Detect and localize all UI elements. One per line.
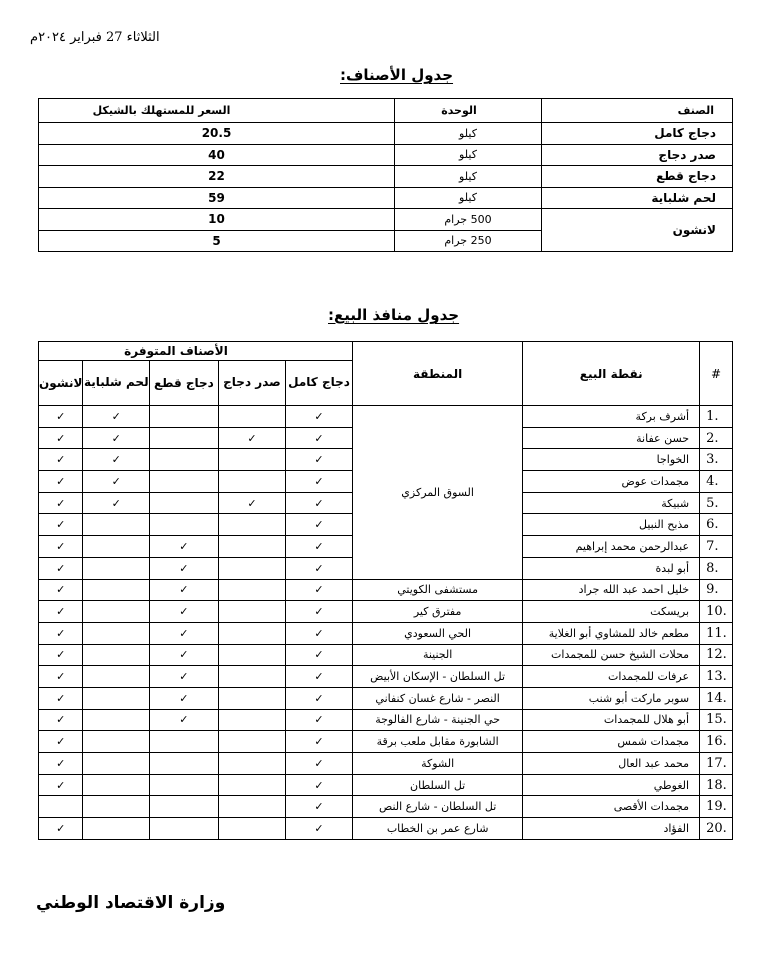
outlet-number: .17 xyxy=(700,753,733,775)
check-icon: ✓ xyxy=(39,579,83,601)
check-icon: ✓ xyxy=(39,406,83,428)
outlet-row xyxy=(39,622,733,644)
check-icon: ✓ xyxy=(218,427,286,449)
availability-meat xyxy=(83,796,150,818)
check-icon: ✓ xyxy=(286,449,353,471)
check-icon: ✓ xyxy=(39,622,83,644)
check-icon: ✓ xyxy=(286,557,353,579)
availability-meat xyxy=(83,644,150,666)
availability-pieces xyxy=(150,492,219,514)
outlet-number: .19 xyxy=(700,796,733,818)
categories-title: جدول الأصناف: xyxy=(340,66,454,84)
check-icon: ✓ xyxy=(39,601,83,623)
outlet-row xyxy=(39,796,733,818)
category-item: لحم شلباية xyxy=(542,187,733,209)
outlet-region: مستشفى الكويتي xyxy=(352,579,523,601)
outlet-region: السوق المركزي xyxy=(352,406,523,580)
outlet-point: مذبح النبيل xyxy=(523,514,700,536)
check-icon: ✓ xyxy=(286,753,353,775)
check-icon: ✓ xyxy=(150,709,219,731)
outlet-point: عبدالرحمن محمد إبراهيم xyxy=(523,536,700,558)
availability-meat xyxy=(83,709,150,731)
outlet-number: .5 xyxy=(700,492,733,514)
category-price: 59 xyxy=(39,187,395,209)
check-icon: ✓ xyxy=(39,709,83,731)
outlet-region: مفترق كير xyxy=(352,601,523,623)
outlet-point: سوبر ماركت أبو شنب xyxy=(523,687,700,709)
check-icon: ✓ xyxy=(286,536,353,558)
outlet-row xyxy=(39,709,733,731)
outlets-header-row-1 xyxy=(39,342,733,361)
outlet-point: شبيكة xyxy=(523,492,700,514)
availability-breast xyxy=(218,471,286,493)
outlet-point: حسن عفانة xyxy=(523,427,700,449)
outlet-number: .4 xyxy=(700,471,733,493)
availability-breast xyxy=(218,666,286,688)
availability-pieces xyxy=(150,731,219,753)
outlet-number: .14 xyxy=(700,687,733,709)
outlet-point: أشرف بركة xyxy=(523,406,700,428)
outlet-row xyxy=(39,601,733,623)
outlet-number: .12 xyxy=(700,644,733,666)
availability-breast xyxy=(218,818,286,840)
availability-breast xyxy=(218,796,286,818)
check-icon: ✓ xyxy=(150,579,219,601)
check-icon: ✓ xyxy=(286,774,353,796)
categories-table xyxy=(38,98,733,252)
category-unit: كيلو xyxy=(395,166,542,188)
check-icon: ✓ xyxy=(83,449,150,471)
outlet-point: مجمدات الأقصى xyxy=(523,796,700,818)
outlet-point: أبو هلال للمجمدات xyxy=(523,709,700,731)
outlet-point: مطعم خالد للمشاوي أبو الغلاية xyxy=(523,622,700,644)
outlet-point: عرفات للمجمدات xyxy=(523,666,700,688)
outlet-number: .18 xyxy=(700,774,733,796)
check-icon: ✓ xyxy=(83,492,150,514)
availability-pieces xyxy=(150,427,219,449)
availability-breast xyxy=(218,536,286,558)
availability-meat xyxy=(83,731,150,753)
outlet-row xyxy=(39,666,733,688)
outlet-number: .16 xyxy=(700,731,733,753)
outlet-point: بريسكت xyxy=(523,601,700,623)
check-icon: ✓ xyxy=(286,492,353,514)
availability-meat xyxy=(83,514,150,536)
header-meat: لحم شلباية xyxy=(83,361,150,406)
check-icon: ✓ xyxy=(286,579,353,601)
category-unit: كيلو xyxy=(395,187,542,209)
check-icon: ✓ xyxy=(39,666,83,688)
check-icon: ✓ xyxy=(39,536,83,558)
ministry-footer: وزارة الاقتصاد الوطني xyxy=(36,893,226,913)
outlet-row xyxy=(39,753,733,775)
availability-pieces xyxy=(150,449,219,471)
check-icon: ✓ xyxy=(286,406,353,428)
header-unit: الوحدة xyxy=(395,99,542,123)
availability-pieces xyxy=(150,753,219,775)
availability-meat xyxy=(83,601,150,623)
outlet-region: تل السلطان xyxy=(352,774,523,796)
availability-pieces xyxy=(150,514,219,536)
outlet-row xyxy=(39,687,733,709)
outlet-point: الغوطي xyxy=(523,774,700,796)
category-row xyxy=(39,144,733,166)
availability-meat xyxy=(83,774,150,796)
availability-pieces xyxy=(150,471,219,493)
availability-lanchon xyxy=(39,796,83,818)
check-icon: ✓ xyxy=(39,818,83,840)
category-price: 20.5 xyxy=(39,123,395,145)
check-icon: ✓ xyxy=(286,427,353,449)
category-price: 40 xyxy=(39,144,395,166)
outlet-point: مجمدات عوض xyxy=(523,471,700,493)
availability-breast xyxy=(218,687,286,709)
availability-breast xyxy=(218,731,286,753)
outlet-region: الشابورة مقابل ملعب برقة xyxy=(352,731,523,753)
check-icon: ✓ xyxy=(39,753,83,775)
outlet-point: الفؤاد xyxy=(523,818,700,840)
check-icon: ✓ xyxy=(39,427,83,449)
outlet-region: تل السلطان - شارع النص xyxy=(352,796,523,818)
check-icon: ✓ xyxy=(83,406,150,428)
category-unit: كيلو xyxy=(395,123,542,145)
check-icon: ✓ xyxy=(286,471,353,493)
availability-meat xyxy=(83,666,150,688)
availability-breast xyxy=(218,449,286,471)
outlet-number: .6 xyxy=(700,514,733,536)
availability-breast xyxy=(218,557,286,579)
availability-meat xyxy=(83,622,150,644)
category-item: لانشون xyxy=(542,209,733,252)
header-region: المنطقة xyxy=(352,342,523,406)
check-icon: ✓ xyxy=(286,687,353,709)
outlet-number: .8 xyxy=(700,557,733,579)
category-unit: 250 جرام xyxy=(395,230,542,252)
outlet-region: شارع عمر بن الخطاب xyxy=(352,818,523,840)
header-price-label: السعر للمستهلك بالشيكل xyxy=(92,104,231,117)
check-icon: ✓ xyxy=(150,557,219,579)
header-price xyxy=(39,99,395,123)
outlet-row xyxy=(39,406,733,428)
check-icon: ✓ xyxy=(286,818,353,840)
category-item: دجاج قطع xyxy=(542,166,733,188)
availability-breast xyxy=(218,601,286,623)
check-icon: ✓ xyxy=(83,427,150,449)
header-item: الصنف xyxy=(542,99,733,123)
check-icon: ✓ xyxy=(286,601,353,623)
category-price: 22 xyxy=(39,166,395,188)
availability-breast xyxy=(218,406,286,428)
check-icon: ✓ xyxy=(286,709,353,731)
header-pieces: دجاج قطع xyxy=(150,361,219,406)
check-icon: ✓ xyxy=(39,557,83,579)
availability-breast xyxy=(218,622,286,644)
outlet-point: محمد عبد العال xyxy=(523,753,700,775)
categories-header-row xyxy=(39,99,733,123)
availability-meat xyxy=(83,579,150,601)
outlet-region: الشوكة xyxy=(352,753,523,775)
availability-pieces xyxy=(150,796,219,818)
check-icon: ✓ xyxy=(150,536,219,558)
category-price: 10 xyxy=(39,209,395,231)
check-icon: ✓ xyxy=(286,666,353,688)
check-icon: ✓ xyxy=(150,622,219,644)
outlets-table xyxy=(38,341,733,840)
check-icon: ✓ xyxy=(39,774,83,796)
outlet-number: .20 xyxy=(700,818,733,840)
outlet-row xyxy=(39,818,733,840)
check-icon: ✓ xyxy=(286,514,353,536)
category-unit: كيلو xyxy=(395,144,542,166)
outlet-row xyxy=(39,774,733,796)
check-icon: ✓ xyxy=(39,687,83,709)
check-icon: ✓ xyxy=(286,731,353,753)
outlet-number: .15 xyxy=(700,709,733,731)
outlet-region: تل السلطان - الإسكان الأبيض xyxy=(352,666,523,688)
header-num: # xyxy=(700,342,733,406)
availability-breast xyxy=(218,514,286,536)
outlet-number: .7 xyxy=(700,536,733,558)
availability-meat xyxy=(83,818,150,840)
category-row xyxy=(39,123,733,145)
outlet-row xyxy=(39,644,733,666)
availability-breast xyxy=(218,774,286,796)
outlet-number: .9 xyxy=(700,579,733,601)
outlet-point: محلات الشيخ حسن للمجمدات xyxy=(523,644,700,666)
header-whole: دجاج كامل xyxy=(286,361,353,406)
category-item: صدر دجاج xyxy=(542,144,733,166)
outlet-row xyxy=(39,731,733,753)
availability-pieces xyxy=(150,818,219,840)
outlet-region: الجنينة xyxy=(352,644,523,666)
availability-meat xyxy=(83,753,150,775)
check-icon: ✓ xyxy=(39,731,83,753)
check-icon: ✓ xyxy=(150,644,219,666)
header-available: الأصناف المتوفرة xyxy=(39,342,353,361)
category-row xyxy=(39,166,733,188)
availability-meat xyxy=(83,536,150,558)
check-icon: ✓ xyxy=(39,449,83,471)
document-date: الثلاثاء 27 فبراير ٢٠٢٤م xyxy=(30,30,160,45)
header-point: نقطة البيع xyxy=(523,342,700,406)
availability-pieces xyxy=(150,406,219,428)
outlet-number: .3 xyxy=(700,449,733,471)
outlet-region: حي الجنينة - شارع الفالوجة xyxy=(352,709,523,731)
outlet-number: .10 xyxy=(700,601,733,623)
category-row xyxy=(39,187,733,209)
outlet-number: .1 xyxy=(700,406,733,428)
check-icon: ✓ xyxy=(39,644,83,666)
check-icon: ✓ xyxy=(150,687,219,709)
check-icon: ✓ xyxy=(286,644,353,666)
outlets-title: جدول منافذ البيع: xyxy=(328,306,460,324)
check-icon: ✓ xyxy=(83,471,150,493)
outlet-number: .11 xyxy=(700,622,733,644)
header-breast: صدر دجاج xyxy=(218,361,286,406)
check-icon: ✓ xyxy=(218,492,286,514)
outlet-number: .13 xyxy=(700,666,733,688)
check-icon: ✓ xyxy=(286,622,353,644)
availability-breast xyxy=(218,644,286,666)
outlet-region: الحي السعودي xyxy=(352,622,523,644)
category-item: دجاج كامل xyxy=(542,123,733,145)
category-row xyxy=(39,209,733,231)
outlet-row xyxy=(39,579,733,601)
availability-breast xyxy=(218,709,286,731)
outlet-region: النصر - شارع غسان كنفاني xyxy=(352,687,523,709)
outlet-number: .2 xyxy=(700,427,733,449)
check-icon: ✓ xyxy=(39,471,83,493)
availability-meat xyxy=(83,687,150,709)
check-icon: ✓ xyxy=(150,666,219,688)
availability-pieces xyxy=(150,774,219,796)
category-unit: 500 جرام xyxy=(395,209,542,231)
availability-breast xyxy=(218,753,286,775)
check-icon: ✓ xyxy=(39,492,83,514)
header-lanchon: لانشون xyxy=(39,361,83,406)
availability-meat xyxy=(83,557,150,579)
outlet-point: أبو لبدة xyxy=(523,557,700,579)
check-icon: ✓ xyxy=(39,514,83,536)
outlet-point: مجمدات شمس xyxy=(523,731,700,753)
outlet-point: خليل احمد عبد الله جراد xyxy=(523,579,700,601)
check-icon: ✓ xyxy=(286,796,353,818)
check-icon: ✓ xyxy=(150,601,219,623)
category-price: 5 xyxy=(39,230,395,252)
availability-breast xyxy=(218,579,286,601)
outlet-point: الخواجا xyxy=(523,449,700,471)
